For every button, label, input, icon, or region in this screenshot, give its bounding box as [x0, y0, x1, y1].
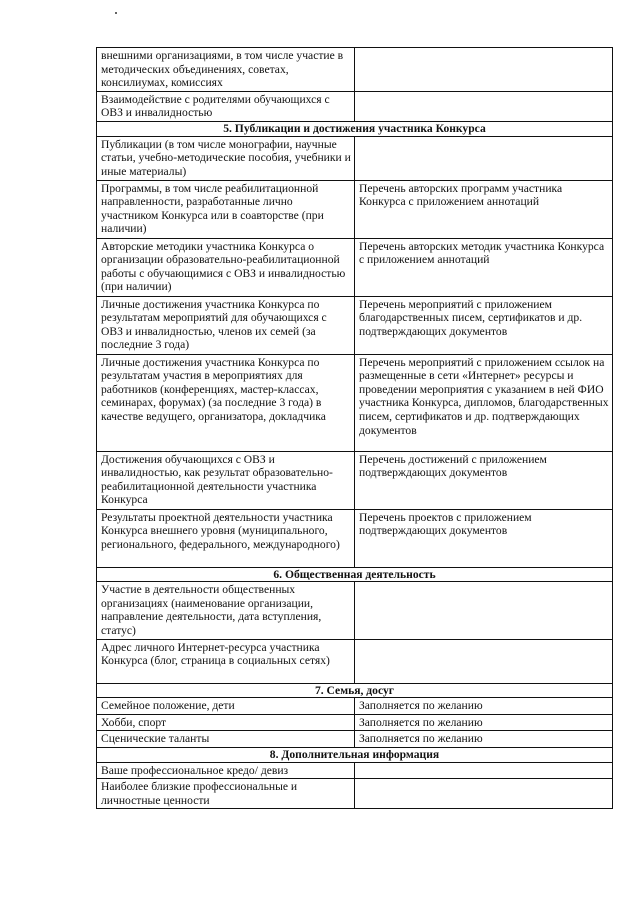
table-row — [97, 639, 613, 683]
row-value[interactable]: Перечень достижений с приложением подтверждающих документов — [355, 451, 613, 509]
table-row — [97, 698, 613, 715]
row-value[interactable]: Заполняется по желанию — [355, 714, 613, 731]
table-row — [97, 779, 613, 809]
row-label: Ваше профессиональное кредо/ девиз — [97, 762, 355, 779]
table-row — [97, 714, 613, 731]
table-row — [97, 180, 613, 238]
row-value[interactable] — [355, 582, 613, 639]
row-label: Взаимодействие с родителями обучающихся с ОВЗ и инвалидностью — [97, 91, 355, 121]
section-title: 5. Публикации и достижения участника Конкурса — [97, 121, 613, 136]
section-title: 8. Дополнительная информация — [97, 747, 613, 762]
row-value[interactable]: Перечень проектов с приложением подтверждающих документов — [355, 509, 613, 567]
table-row — [97, 296, 613, 354]
table-row — [97, 509, 613, 567]
row-value[interactable]: Заполняется по желанию — [355, 731, 613, 748]
row-value[interactable] — [355, 639, 613, 683]
section-title: 6. Общественная деятельность — [97, 567, 613, 582]
row-label: Достижения обучающихся с ОВЗ и инвалидностью, как результат образовательно- реабилитационной деятельности участника Конкурса — [97, 451, 355, 509]
row-value[interactable]: Заполняется по желанию — [355, 698, 613, 715]
section-header — [97, 747, 613, 762]
form-table — [96, 47, 613, 809]
row-label: Участие в деятельности общественных организациях (наименование организации, направление деятельности, дата вступления, статус) — [97, 582, 355, 639]
table-row — [97, 354, 613, 451]
row-label: Личные достижения участника Конкурса по результатам участия в мероприятиях для работников (конференциях, мастер-классах, семинарах, форумах) (за последние 3 года) в качестве ведущего, организатора, докладчика — [97, 354, 355, 451]
row-value[interactable]: Перечень авторских методик участника Конкурса с приложением аннотаций — [355, 238, 613, 296]
table-row — [97, 238, 613, 296]
table-row — [97, 136, 613, 180]
row-value[interactable] — [355, 779, 613, 809]
row-label: Адрес личного Интернет-ресурса участника Конкурса (блог, страница в социальных сетях) — [97, 639, 355, 683]
section-title: 7. Семья, досуг — [97, 683, 613, 698]
row-value[interactable] — [355, 91, 613, 121]
row-label: Хобби, спорт — [97, 714, 355, 731]
row-value[interactable] — [355, 48, 613, 92]
row-value[interactable]: Перечень мероприятий с приложением ссылок на размещенные в сети «Интернет» ресурсы и проведении мероприятия с указанием в ней ФИО участника Конкурса, дипломов, благодарственных писем, сертификатов и др. подтверждающих документов — [355, 354, 613, 451]
scan-speck — [115, 12, 117, 14]
row-label: Авторские методики участника Конкурса о организации образовательно-реабилитационной работы с обучающимися с ОВЗ и инвалидностью (при наличии) — [97, 238, 355, 296]
row-label: Публикации (в том числе монографии, научные статьи, учебно-методические пособия, учебники и иные материалы) — [97, 136, 355, 180]
section-header — [97, 567, 613, 582]
row-value[interactable] — [355, 762, 613, 779]
table-row — [97, 762, 613, 779]
row-label: Сценические таланты — [97, 731, 355, 748]
section-header — [97, 683, 613, 698]
row-label: Программы, в том числе реабилитационной направленности, разработанные лично участником Конкурса или в соавторстве (при наличии) — [97, 180, 355, 238]
row-label: внешними организациями, в том числе участие в методических объединениях, советах, консилиумах, комиссиях — [97, 48, 355, 92]
table-row — [97, 582, 613, 639]
row-label: Наиболее близкие профессиональные и личностные ценности — [97, 779, 355, 809]
section-header — [97, 121, 613, 136]
table-row — [97, 451, 613, 509]
row-label: Результаты проектной деятельности участника Конкурса внешнего уровня (муниципального, регионального, федерального, международного) — [97, 509, 355, 567]
table-row — [97, 48, 613, 92]
row-label: Личные достижения участника Конкурса по результатам мероприятий для обучающихся с ОВЗ и инвалидностью, членов их семей (за последние 3 года) — [97, 296, 355, 354]
row-value[interactable] — [355, 136, 613, 180]
row-label: Семейное положение, дети — [97, 698, 355, 715]
table-row — [97, 731, 613, 748]
table-row — [97, 91, 613, 121]
row-value[interactable]: Перечень мероприятий с приложением благодарственных писем, сертификатов и др. подтверждающих документов — [355, 296, 613, 354]
row-value[interactable]: Перечень авторских программ участника Конкурса с приложением аннотаций — [355, 180, 613, 238]
